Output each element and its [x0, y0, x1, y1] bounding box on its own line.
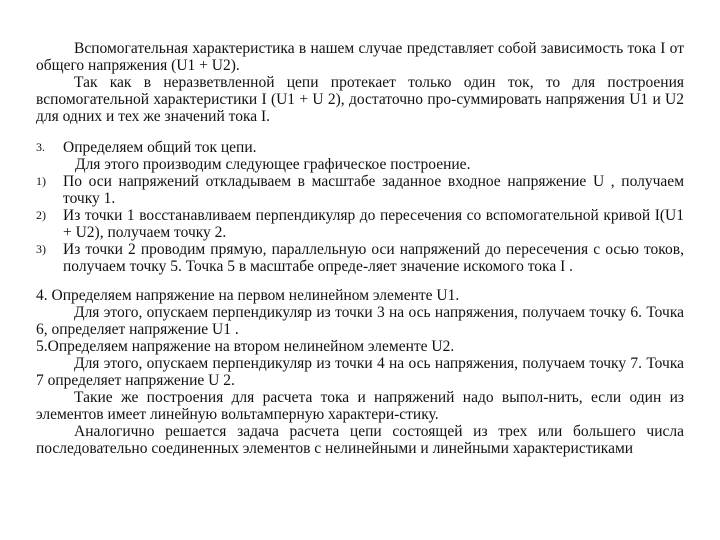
paragraph-unbranched-circuit: Так как в неразветвленной цепи протекает только один ток, то для построения вспомогательной характеристики I (U1 + U 2), достаточно про-суммировать напряжения U1 и U2 для одних и тех же значений тока I. — [36, 74, 684, 125]
document-page — [36, 40, 684, 457]
list-subtext: Для этого производим следующее графическое построение. — [75, 156, 471, 173]
list-marker: 2) — [36, 208, 46, 222]
list-text: Из точки 1 восстанавливаем перпендикуляр до пересечения со вспомогательной кривой I(U1 + U2), получаем точку 2. — [63, 207, 684, 241]
list-marker: 3) — [36, 242, 46, 256]
paragraph-aux-characteristic: Вспомогательная характеристика в нашем случае представляет собой зависимость тока I от общего напряжения (U1 + U2). — [36, 40, 684, 74]
list-marker: 3. — [36, 140, 45, 154]
list-item — [36, 173, 684, 207]
section-4-heading: 4. Определяем напряжение на первом нелинейном элементе U1. — [36, 287, 460, 304]
paragraph-similar-problem: Аналогично решается задача расчета цепи состоящей из трех или большего числа последовательно соединенных элементов с нелинейными и линейными характеристиками — [36, 423, 684, 457]
list-item — [36, 207, 684, 241]
list-marker: 1) — [36, 174, 46, 188]
list-text: Из точки 2 проводим прямую, параллельную оси напряжений до пересечения с осью токов, получаем точку 5. Точка 5 в масштабе опреде-ляет значение искомого тока I . — [63, 241, 684, 275]
paragraph-same-constructions: Такие же построения для расчета тока и напряжений надо выпол-нить, если один из элементов имеет линейную вольтамперную характери-стику. — [36, 389, 684, 423]
list-item — [36, 241, 684, 275]
list-item — [36, 139, 684, 156]
list-text: По оси напряжений откладываем в масштабе заданное входное напряжение U , получаем точку 1. — [63, 173, 684, 207]
section-5-body: Для этого, опускаем перпендикуляр из точки 4 на ось напряжения, получаем точку 7. Точка 7 определяет напряжение U 2. — [36, 355, 684, 389]
section-5-heading: 5.Определяем напряжение на втором нелинейном элементе U2. — [36, 338, 455, 355]
section-4-body: Для этого, опускаем перпендикуляр из точки 3 на ось напряжения, получаем точку 6. Точка 6, определяет напряжение U1 . — [36, 304, 684, 338]
list-text: Определяем общий ток цепи. — [63, 139, 257, 156]
